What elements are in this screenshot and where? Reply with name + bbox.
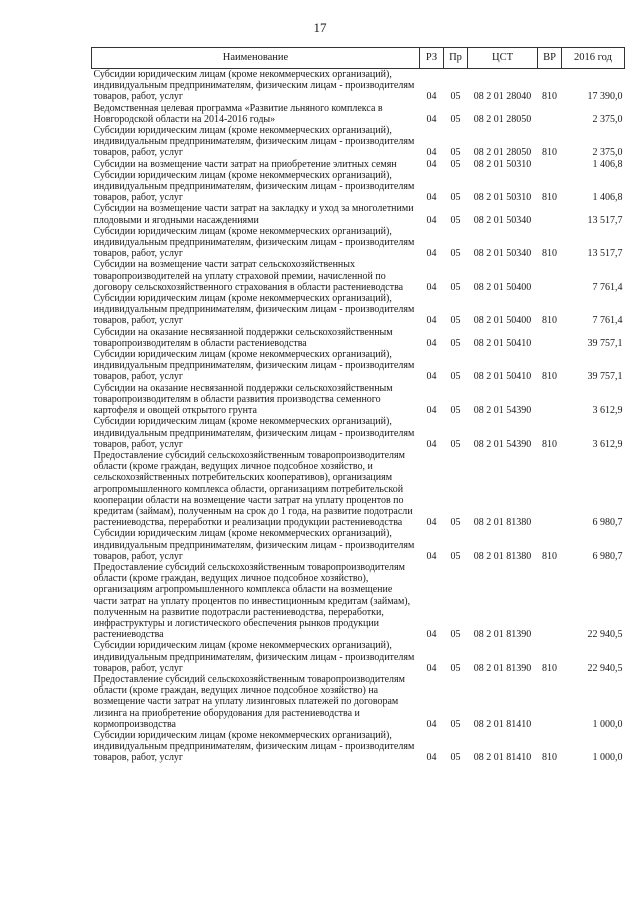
cell-pr: 05 <box>450 281 461 293</box>
cell-vr: 810 <box>542 371 557 383</box>
table-row <box>92 327 625 349</box>
cell-cst: 08 2 01 50340 <box>473 214 532 226</box>
cell-pr: 05 <box>450 550 461 562</box>
cell-pr: 05 <box>450 192 461 204</box>
cell-vr: 810 <box>542 438 557 450</box>
cell-rz: 04 <box>426 315 437 327</box>
cell-name: Субсидии юридическим лицам (кроме некоммерческих организаций), индивидуальным предпринимателям, физическим лицам - производителям товаров, работ, услуг <box>93 225 415 260</box>
cell-cst: 08 2 01 50400 <box>473 281 532 293</box>
table-row <box>92 349 625 383</box>
cell-rz: 04 <box>426 371 437 383</box>
table-row <box>92 730 625 764</box>
cell-vr <box>538 259 562 293</box>
cell-cst: 08 2 01 50310 <box>473 192 532 204</box>
cell-name: Субсидии на возмещение части затрат на закладку и уход за многолетними плодовыми и ягодными насаждениями <box>93 203 414 226</box>
cell-cst: 08 2 01 81390 <box>473 662 532 674</box>
cell-pr: 05 <box>450 405 461 417</box>
cell-rz: 04 <box>426 113 437 125</box>
cell-vr <box>538 103 562 125</box>
cell-amount: 2 375,0 <box>592 147 623 159</box>
cell-vr: 810 <box>542 662 557 674</box>
cell-name: Субсидии юридическим лицам (кроме некоммерческих организаций), индивидуальным предпринимателям, физическим лицам - производителям товаров, работ, услуг <box>93 349 415 383</box>
cell-cst: 08 2 01 50340 <box>473 248 532 260</box>
cell-rz: 04 <box>426 158 437 170</box>
cell-pr: 05 <box>450 113 461 125</box>
cell-amount: 1 406,8 <box>592 158 623 170</box>
cell-amount: 1 000,0 <box>592 718 623 730</box>
table-row <box>92 674 625 730</box>
cell-name: Субсидии на возмещение части затрат сельскохозяйственных товаропроизводителей на уплату страховой премии, начисленной по договору сельскохозяйственного страхования в области растениеводства <box>93 259 404 293</box>
cell-vr: 810 <box>542 147 557 159</box>
cell-cst: 08 2 01 50400 <box>473 315 532 327</box>
table-row <box>92 528 625 562</box>
cell-amount: 6 980,7 <box>592 517 623 529</box>
table-row <box>92 450 625 528</box>
cell-name: Субсидии юридическим лицам (кроме некоммерческих организаций), индивидуальным предпринимателям, физическим лицам - производителям товаров, работ, услуг <box>93 729 415 764</box>
cell-rz: 04 <box>426 629 437 641</box>
cell-name: Ведомственная целевая программа «Развитие льняного комплекса в Новгородской области на 2014-2016 годы» <box>93 102 383 125</box>
table-row <box>92 203 625 225</box>
cell-amount: 1 000,0 <box>592 752 623 764</box>
cell-pr: 05 <box>450 371 461 383</box>
cell-cst: 08 2 01 50310 <box>473 158 532 170</box>
cell-vr: 810 <box>542 315 557 327</box>
cell-cst: 08 2 01 54390 <box>473 438 532 450</box>
cell-vr <box>538 159 562 170</box>
cell-rz: 04 <box>426 337 437 349</box>
cell-name: Субсидии юридическим лицам (кроме некоммерческих организаций), индивидуальным предпринимателям, физическим лицам - производителям товаров, работ, услуг <box>93 416 415 450</box>
cell-rz: 04 <box>426 517 437 529</box>
cell-amount: 3 612,9 <box>592 405 623 417</box>
cell-vr <box>538 450 562 528</box>
cell-vr <box>538 327 562 349</box>
cell-pr: 05 <box>450 248 461 260</box>
cell-amount: 13 517,7 <box>587 248 623 260</box>
header-cst: ЦСТ <box>468 48 538 69</box>
cell-pr: 05 <box>450 91 461 103</box>
cell-vr: 810 <box>542 248 557 260</box>
header-name: Наименование <box>92 48 420 69</box>
cell-pr: 05 <box>450 147 461 159</box>
table-row <box>92 125 625 159</box>
cell-vr: 810 <box>542 550 557 562</box>
table-row <box>92 259 625 293</box>
cell-vr: 810 <box>542 91 557 103</box>
cell-cst: 08 2 01 28050 <box>473 147 532 159</box>
cell-rz: 04 <box>426 662 437 674</box>
cell-name: Субсидии юридическим лицам (кроме некоммерческих организаций), индивидуальным предпринимателям, физическим лицам - производителям товаров, работ, услуг <box>93 169 415 204</box>
table-row <box>92 293 625 327</box>
table-row <box>92 170 625 204</box>
cell-amount: 22 940,5 <box>587 629 623 641</box>
cell-amount: 7 761,4 <box>592 281 623 293</box>
cell-amount: 39 757,1 <box>587 371 623 383</box>
cell-vr: 810 <box>542 752 557 764</box>
cell-name: Субсидии на оказание несвязанной поддержки сельскохозяйственным товаропроизводителям в области растениеводства <box>93 326 393 349</box>
cell-pr: 05 <box>450 629 461 641</box>
cell-name: Субсидии юридическим лицам (кроме некоммерческих организаций), индивидуальным предпринимателям, физическим лицам - производителям товаров, работ, услуг <box>93 528 415 562</box>
cell-amount: 17 390,0 <box>587 91 623 103</box>
cell-pr: 05 <box>450 158 461 170</box>
cell-name: Предоставление субсидий сельскохозяйственным товаропроизводителям области (кроме граждан, ведущих личное подсобное хозяйство), организациям агропромышленного комплекса области на возмещение части затрат на уплату процентов по инвестиционным кредитам (займам), полученным на развитие подотрасли растениеводства, переработки, инфраструктуры и логистического обеспечения рынков продукции растениеводства <box>93 561 411 641</box>
cell-rz: 04 <box>426 281 437 293</box>
cell-name: Субсидии юридическим лицам (кроме некоммерческих организаций), индивидуальным предпринимателям, физическим лицам - производителям товаров, работ, услуг <box>93 640 415 674</box>
table-row <box>92 383 625 417</box>
cell-cst: 08 2 01 50410 <box>473 371 532 383</box>
table-header-row <box>92 48 625 69</box>
cell-pr: 05 <box>450 438 461 450</box>
cell-rz: 04 <box>426 248 437 260</box>
cell-amount: 22 940,5 <box>587 662 623 674</box>
cell-rz: 04 <box>426 192 437 204</box>
budget-table <box>91 47 625 764</box>
header-vr: ВР <box>538 48 562 69</box>
cell-pr: 05 <box>450 214 461 226</box>
cell-amount: 2 375,0 <box>592 113 623 125</box>
cell-name: Предоставление субсидий сельскохозяйственным товаропроизводителям области (кроме граждан, ведущих личное подсобное хозяйство) на возмещение части затрат на уплату лизинговых платежей по договорам лизинга на приобретение оборудования для растениеводства и кормопроизводства <box>93 673 405 730</box>
cell-cst: 08 2 01 54390 <box>473 405 532 417</box>
cell-cst: 08 2 01 81380 <box>473 517 532 529</box>
cell-vr <box>538 203 562 225</box>
cell-name: Субсидии на оказание несвязанной поддержки сельскохозяйственным товаропроизводителям в области развития производства семенного картофеля и овощей открытого грунта <box>93 382 393 417</box>
cell-cst: 08 2 01 81390 <box>473 629 532 641</box>
cell-rz: 04 <box>426 718 437 730</box>
cell-rz: 04 <box>426 147 437 159</box>
cell-rz: 04 <box>426 438 437 450</box>
cell-vr <box>538 674 562 730</box>
cell-vr: 810 <box>542 192 557 204</box>
cell-pr: 05 <box>450 315 461 327</box>
cell-amount: 39 757,1 <box>587 337 623 349</box>
cell-pr: 05 <box>450 517 461 529</box>
cell-name: Субсидии юридическим лицам (кроме некоммерческих организаций), индивидуальным предпринимателям, физическим лицам - производителям товаров, работ, услуг <box>93 293 415 327</box>
cell-vr <box>538 383 562 417</box>
cell-pr: 05 <box>450 662 461 674</box>
table-row <box>92 226 625 260</box>
table-row <box>92 69 625 103</box>
cell-cst: 08 2 01 28050 <box>473 113 532 125</box>
cell-amount: 6 980,7 <box>592 550 623 562</box>
cell-rz: 04 <box>426 550 437 562</box>
cell-vr <box>538 562 562 640</box>
table-row <box>92 103 625 125</box>
cell-rz: 04 <box>426 214 437 226</box>
cell-amount: 1 406,8 <box>592 192 623 204</box>
cell-cst: 08 2 01 28040 <box>473 91 532 103</box>
cell-name: Субсидии на возмещение части затрат на приобретение элитных семян <box>93 158 397 170</box>
header-pr: Пр <box>444 48 468 69</box>
cell-rz: 04 <box>426 405 437 417</box>
cell-name: Субсидии юридическим лицам (кроме некоммерческих организаций), индивидуальным предпринимателям, физическим лицам - производителям товаров, работ, услуг <box>93 69 415 103</box>
header-year: 2016 год <box>562 48 625 69</box>
cell-rz: 04 <box>426 91 437 103</box>
cell-name: Субсидии юридическим лицам (кроме некоммерческих организаций), индивидуальным предпринимателям, физическим лицам - производителям товаров, работ, услуг <box>93 125 415 159</box>
header-rz: РЗ <box>420 48 444 69</box>
cell-amount: 7 761,4 <box>592 315 623 327</box>
table-row <box>92 159 625 170</box>
cell-cst: 08 2 01 81410 <box>473 752 532 764</box>
cell-cst: 08 2 01 81410 <box>473 718 532 730</box>
cell-amount: 13 517,7 <box>587 214 623 226</box>
cell-amount: 3 612,9 <box>592 438 623 450</box>
cell-pr: 05 <box>450 752 461 764</box>
page-number: 17 <box>313 20 327 35</box>
table-row <box>92 416 625 450</box>
table-row <box>92 640 625 674</box>
cell-cst: 08 2 01 81380 <box>473 550 532 562</box>
cell-cst: 08 2 01 50410 <box>473 337 532 349</box>
table-row <box>92 562 625 640</box>
cell-pr: 05 <box>450 718 461 730</box>
cell-name: Предоставление субсидий сельскохозяйственным товаропроизводителям области (кроме граждан, ведущих личное подсобное хозяйство, и сельскохозяйственных потребительских кооперативов), организациям агропромышленного комплекса области, организациям потребительской кооперации области на возмещение части затрат на уплату процентов по кредитам (займам), полученным на срок до 1 года, на развитие подотрасли растениеводства, переработки и реализации продукции растениеводства <box>93 449 413 529</box>
cell-rz: 04 <box>426 752 437 764</box>
cell-pr: 05 <box>450 337 461 349</box>
